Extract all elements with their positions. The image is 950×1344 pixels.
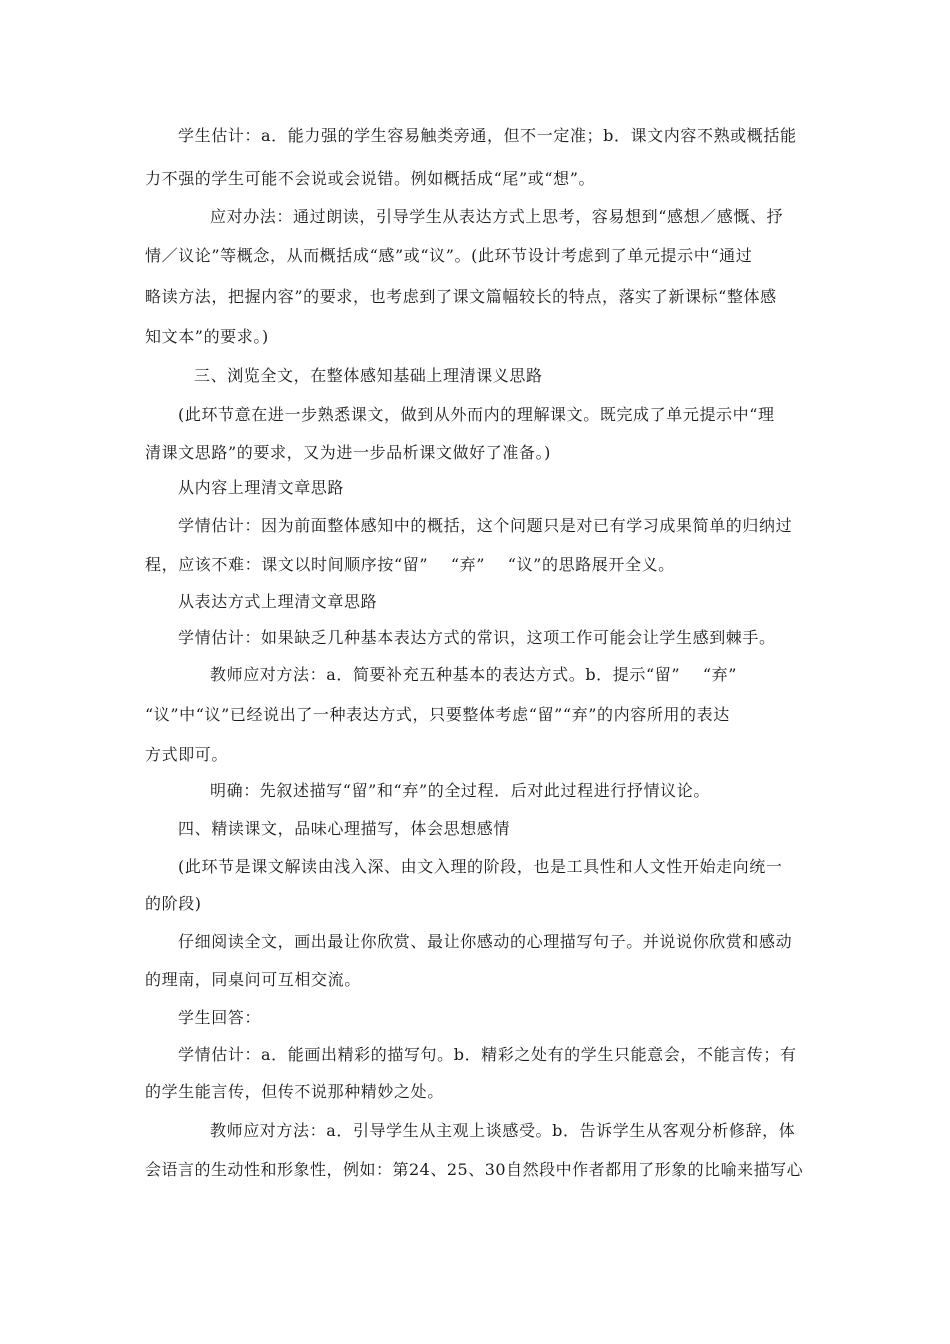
text-line: 明确：先叙述描写“留”和“弃”的全过程．后对此过程进行抒情议论。: [210, 781, 710, 800]
text-line: 教师应对方法：a．简要补充五种基本的表达方式。b．提示“留” “弃”: [210, 665, 738, 684]
text-line: 学生回答：: [178, 1008, 262, 1027]
text-line: 力不强的学生可能不会说或会说错。例如概括成“尾”或“想”。: [145, 169, 596, 188]
text-line: 学情估计：因为前面整体感知中的概括，这个问题只是对已有学习成果简单的归纳过: [178, 516, 793, 535]
text-line: 方式即可。: [145, 745, 229, 764]
text-line: 教师应对方法：a．引导学生从主观上谈感受。b．告诉学生从客观分析修辞，体: [210, 1121, 796, 1140]
text-line: 应对办法：通过朗读，引导学生从表达方式上思考，容易想到“感想／感慨、抒: [210, 207, 784, 226]
section-heading: 四、精读课文，品味心理描写，体会思想感情: [178, 819, 511, 838]
text-line: “议”中“议”已经说出了一种表达方式，只要整体考虑“留”“弃”的内容所用的表达: [145, 705, 730, 724]
text-line: 略读方法，把握内容”的要求，也考虑到了课文篇幅较长的特点，落实了新课标“整体感: [145, 287, 777, 306]
text-line: 的理南，同桌问可互相交流。: [145, 970, 361, 989]
text-line: 会语言的生动性和形象性，例如：第24、25、30自然段中作者都用了形象的比喻来描写心: [145, 1160, 804, 1179]
text-line: (此环节是课文解读由浅入深、由文入理的阶段，也是工具性和人文性开始走向统一: [178, 857, 783, 876]
text-line: 的阶段): [145, 894, 202, 913]
text-line: 学生估计：a．能力强的学生容易触类旁通，但不一定准；b．课文内容不熟或概括能: [178, 126, 797, 145]
text-line: 程，应该不难：课文以时间顺序按“留” “弃” “议”的思路展开全义。: [145, 555, 675, 574]
text-line: 的学生能言传，但传不说那种精妙之处。: [145, 1082, 444, 1101]
text-line: 学情估计：如果缺乏几种基本表达方式的常识，这项工作可能会让学生感到棘手。: [178, 628, 776, 647]
subheading: 从内容上理清文章思路: [178, 478, 345, 497]
text-line: 知文本”的要求。): [145, 327, 269, 346]
text-line: 清课文思路”的要求，又为进一步品析课文做好了准备。): [145, 443, 552, 462]
text-line: 仔细阅读全文，画出最让你欣赏、最让你感动的心理描写句子。并说说你欣赏和感动: [178, 932, 793, 951]
subheading: 从表达方式上理清文章思路: [178, 592, 378, 611]
text-line: (此环节意在进一步熟悉课文，做到从外而内的理解课文。既完成了单元提示中“理: [178, 405, 775, 424]
text-line: 学情估计：a．能画出精彩的描写句。b．精彩之处有的学生只能意会，不能言传；有: [178, 1045, 797, 1064]
text-line: 情／议论”等概念，从而概括成“感”或“议”。(此环节设计考虑到了单元提示中“通过: [145, 246, 753, 265]
section-heading: 三、浏览全文，在整体感知基础上理清课义思路: [194, 366, 543, 385]
